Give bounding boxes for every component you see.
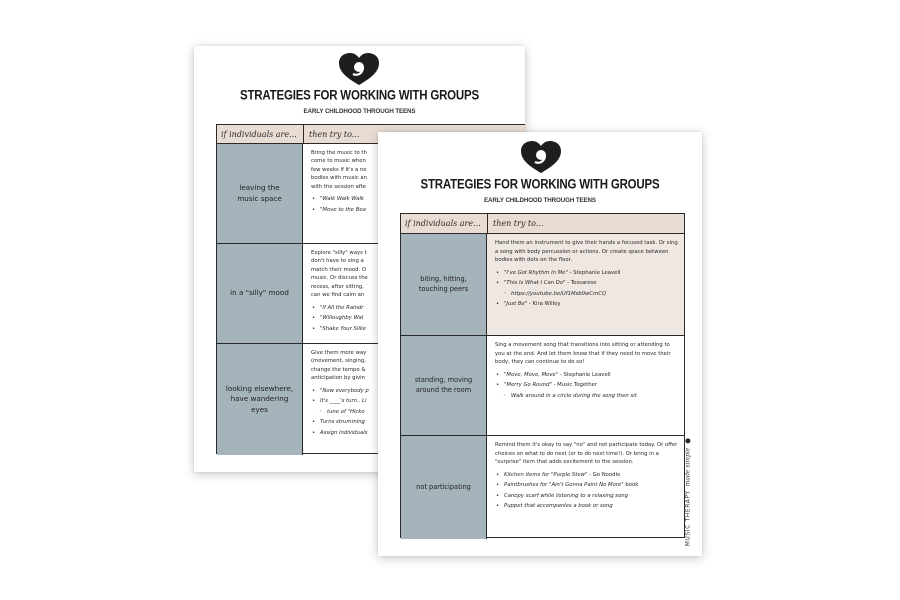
situation-label: looking elsewhere, have wandering eyes xyxy=(225,383,294,414)
song-item xyxy=(495,381,678,390)
song-title: "Just Be" xyxy=(504,301,528,308)
song-item: • It's ____'s turn.. Li xyxy=(311,397,525,405)
song-note: ◦ Walk around in a circle during the song then sit xyxy=(495,392,678,401)
song-title: "Move, Move, Move" xyxy=(504,371,559,378)
strategy-text: Sing a movement song that transitions into sitting or attending to you at the end. And let them know that if they need to move their body, they can continue to do so! xyxy=(495,342,671,366)
song-list xyxy=(495,371,678,401)
song-credit: - Stephanie Leavell xyxy=(567,269,621,276)
strategy-line: change the tempo & xyxy=(311,366,366,373)
strategy-line: Bring the music to th xyxy=(311,150,367,156)
logo-icon xyxy=(519,140,563,174)
situation-label: leaving the music space xyxy=(237,183,282,203)
table-row xyxy=(401,335,684,435)
song-item: • "Walk Walk Walk xyxy=(311,195,525,203)
song-title: "This Is What I Can Do" xyxy=(504,280,566,287)
worksheet-title: STRATEGIES FOR WORKING WITH GROUPS xyxy=(420,177,660,193)
song-credit: - Music Together xyxy=(551,382,598,389)
worksheet-title: STRATEGIES FOR WORKING WITH GROUPS xyxy=(240,88,479,104)
strategy-line: Explore "silly" ways t xyxy=(311,250,367,256)
worksheet-subtitle: EARLY CHILDHOOD THROUGH TEENS xyxy=(303,108,416,115)
song-item xyxy=(495,471,678,480)
song-item: ◦ tune of "Hicko xyxy=(311,408,525,416)
song-item: • "Now everybody p xyxy=(311,387,525,395)
strategy-line: music. Or discuss the xyxy=(311,275,368,282)
strategy-cell xyxy=(487,234,684,335)
strategy-line: don't have to sing a xyxy=(311,258,364,265)
song-link[interactable]: ◦ https://youtube.be/Uf1Msb0wCmCQ xyxy=(495,290,678,299)
strategy-line: Give them more way xyxy=(311,350,367,356)
song-item xyxy=(495,502,678,511)
song-item xyxy=(495,492,678,501)
strategy-line: bodies with music an xyxy=(311,175,368,182)
song-item xyxy=(495,371,678,380)
header-divider xyxy=(303,125,304,143)
song-title: Kitchen items for "Purple Stew" xyxy=(504,471,588,478)
strategy-cell xyxy=(487,436,684,539)
song-credit: - Kira Willey xyxy=(527,301,561,308)
strategy-text: Remind them it's okay to say "no" and not participate today. Or offer choices on what to do next (or to do next time!). Or bring in a "surprise" item that adds excitement to the session. xyxy=(495,442,678,466)
situation-cell xyxy=(217,344,303,455)
situation-cell xyxy=(401,336,487,435)
header-left-label: if individuals are... xyxy=(405,219,481,228)
song-item xyxy=(495,279,678,288)
worksheet-page-front xyxy=(378,132,702,556)
song-item: • "Move to the Bea xyxy=(311,206,525,214)
strategy-cell xyxy=(487,336,684,435)
song-title: Puppet that accompanies a book or song xyxy=(504,503,613,510)
song-title: Canopy scarf while listening to a relaxing song xyxy=(504,492,629,499)
song-item: • Turns strumming xyxy=(311,418,525,426)
strategy-line: anticipation by givin xyxy=(311,375,365,382)
situation-label: biting, hitting, touching peers xyxy=(418,274,469,293)
situation-label: in a "silly" mood xyxy=(230,288,289,298)
song-title: "Merry Go Round" xyxy=(504,382,552,389)
song-credit: - Tessarose xyxy=(565,280,597,287)
song-credit: - Stephanie Leavell xyxy=(558,371,611,378)
worksheet-subtitle: EARLY CHILDHOOD THROUGH TEENS xyxy=(484,197,596,204)
strategy-line: few weeks if it's a ne xyxy=(311,166,367,173)
brand-mark xyxy=(685,439,692,547)
brand-name: MUSIC THERAPY xyxy=(684,490,692,547)
header-right-label: then try to... xyxy=(493,219,544,228)
strategy-line: match their mood. O xyxy=(311,266,367,273)
strategy-line: with the session afte xyxy=(311,183,366,190)
brand-tagline: made simple xyxy=(684,447,692,487)
song-item xyxy=(495,300,678,309)
strategy-table xyxy=(400,213,685,538)
header-divider xyxy=(487,214,488,233)
song-item: • "Shake Your Sillie xyxy=(311,325,525,333)
song-title: "I've Got Rhythm In Me" xyxy=(504,269,568,276)
situation-label: not participating xyxy=(416,482,471,491)
table-row xyxy=(401,435,684,539)
song-item: • "If All the Raindr xyxy=(311,304,525,312)
strategy-text: Hand them an instrument to give their hands a focused task. Or sing a song with body percussion or actions. Or create space between bodies with dots on the floor. xyxy=(495,240,678,264)
song-list xyxy=(495,269,678,309)
song-title: Paintbrushes for "Ain't Gonna Paint No More" xyxy=(504,482,624,489)
song-list xyxy=(495,471,678,511)
situation-cell xyxy=(401,234,487,335)
song-item xyxy=(495,269,678,278)
situation-cell xyxy=(401,436,487,539)
table-header xyxy=(401,214,684,233)
song-item xyxy=(495,481,678,490)
table-row xyxy=(401,233,684,335)
strategy-line: (movement, singing, xyxy=(311,358,366,365)
situation-cell xyxy=(217,144,303,243)
song-credit: book xyxy=(623,482,639,489)
strategy-line: recess, after sitting, xyxy=(311,283,364,290)
song-item: • "Willoughby Wal xyxy=(311,314,525,322)
song-credit: - Go Noodle xyxy=(587,471,621,478)
logo-icon xyxy=(337,52,381,86)
header-left-label: if individuals are... xyxy=(221,129,297,139)
header-right-label: then try to... xyxy=(309,129,360,139)
strategy-line: come to music when xyxy=(311,158,366,165)
brand-dot-icon xyxy=(686,439,691,444)
strategy-line: can we find calm an xyxy=(311,292,365,299)
situation-cell xyxy=(217,244,303,343)
song-item: • Assign individuals xyxy=(311,429,525,437)
situation-label: standing, moving around the room xyxy=(414,375,473,394)
